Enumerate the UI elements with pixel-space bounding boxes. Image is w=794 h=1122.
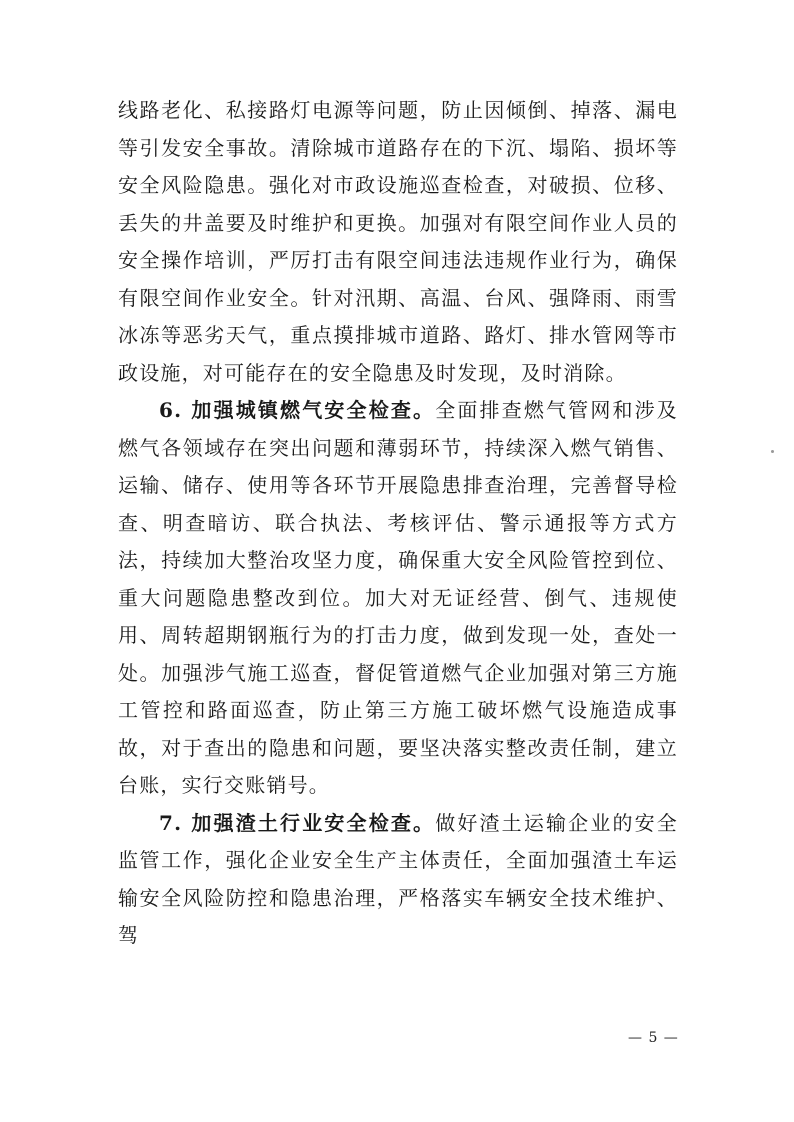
paragraph-muck-transport	[118, 805, 678, 955]
paragraph-text: 线路老化、私接路灯电源等问题，防止因倾倒、掉落、漏电等引发安全事故。清除城市道路存在的下沉、塌陷、损坏等安全风险隐患。强化对市政设施巡查检查，对破损、位移、丢失的井盖要及时维护和更换。加强对有限空间作业人员的安全操作培训，严厉打击有限空间违法违规作业行为，确保有限空间作业安全。针对汛期、高温、台风、强降雨、雨雪冰冻等恶劣天气，重点摸排城市道路、路灯、排水管网等市政设施，对可能存在的安全隐患及时发现，及时消除。	[118, 98, 678, 385]
section-heading-gas: 6. 加强城镇燃气安全检查。	[159, 398, 436, 422]
scan-speck	[771, 450, 774, 453]
document-body	[118, 92, 678, 955]
paragraph-text: 全面排查燃气管网和涉及燃气各领域存在突出问题和薄弱环节，持续深入燃气销售、运输、储存、使用等各环节开展隐患排查治理，完善督导检查、明查暗访、联合执法、考核评估、警示通报等方式方法，持续加大整治攻坚力度，确保重大安全风险管控到位、重大问题隐患整改到位。加大对无证经营、倒气、违规使用、周转超期钢瓶行为的打击力度，做到发现一处，查处一处。加强涉气施工巡查，督促管道燃气企业加强对第三方施工管控和路面巡查，防止第三方施工破坏燃气设施造成事故，对于查出的隐患和问题，要坚决落实整改责任制，建立台账，实行交账销号。	[118, 398, 678, 797]
paragraph-road-safety	[118, 92, 678, 392]
section-heading-muck: 7. 加强渣土行业安全检查。	[159, 810, 436, 835]
page-number: — 5 —	[628, 1030, 679, 1046]
paragraph-gas-safety	[118, 392, 678, 805]
paragraph-text: 做好渣土运输企业的安全监管工作，强化企业安全生产主体责任，全面加强渣土车运输安全风险防控和隐患治理，严格落实车辆安全技术维护、驾	[118, 810, 678, 947]
